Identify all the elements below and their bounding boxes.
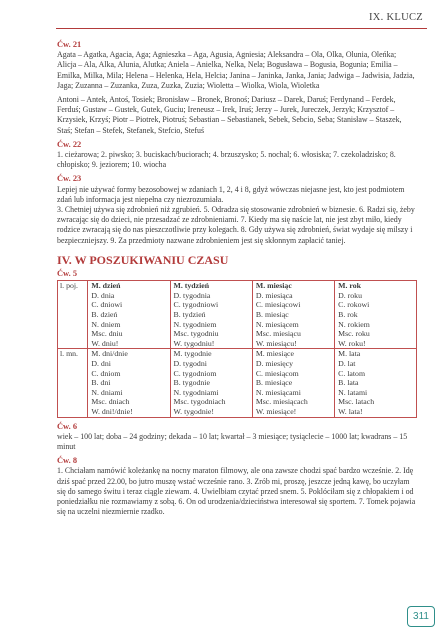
exercise-text: Antoni – Antek, Antoś, Tosiek; Bronisław – Bronek, Bronoś; Dariusz – Darek, Daruś; Ferdynand – Ferdek, Ferduś; Gustaw – Gustek, Gutek, Guciu; Ireneusz – Irek, Iruś; Jerzy – Jurek, Jureczek, Jerzyk; Krzysztof – Krzysiek, Krzyś; Piotr – Piotrek, Piotruś; Sebastian – Sebastianek, Sebek, Sebcio, Seba; Stanisław – Staszek, Staś; Stefan – Stefek, Stefanek, Stefcio, Stefuś <box>57 95 402 135</box>
table-cell <box>252 349 334 417</box>
table-cell <box>170 281 252 349</box>
table-cell <box>88 281 170 349</box>
cell-line: B. lata <box>338 378 359 388</box>
cell-line: M. rok <box>338 281 361 291</box>
cell-line: C. miesiącom <box>255 368 299 378</box>
cell-line: Msc. tygodniach <box>173 397 226 407</box>
exercise-6 <box>57 422 417 453</box>
cell-line: N. latami <box>338 387 368 397</box>
cell-line: D. tygodnia <box>173 290 211 300</box>
exercise-21 <box>57 40 417 136</box>
cell-line: C. tygodniowi <box>173 300 219 310</box>
table-cell <box>88 349 170 417</box>
cell-line: D. dni <box>91 359 111 369</box>
cell-line: B. rok <box>338 310 358 320</box>
exercise-text: Lepiej nie używać formy bezosobowej w zdaniach 1, 2, 4 i 8, gdyż wówczas niejasne jest, kto jest podmiotem zdań lub informacja jest niepełna czy niezrozumiała. <box>57 184 405 204</box>
cell-line: W. tygodnie! <box>173 406 214 416</box>
cell-line: W. tygodniu! <box>173 338 215 348</box>
cell-line: Msc. latach <box>338 397 375 407</box>
exercise-title: Ćw. 21 <box>57 40 82 49</box>
cell-line: C. tygodniom <box>173 368 217 378</box>
exercise-5 <box>57 269 417 418</box>
cell-line: W. roku! <box>338 338 366 348</box>
table-row-plural <box>58 349 417 417</box>
exercise-text: 1. Chciałam namówić koleżankę na nocny maraton filmowy, ale ona zawsze chodzi spać bardzo wcześnie. 2. Idę dziś spać przed 22.00, bo jutro muszę wstać wcześnie rano. 3. Zrób mi, proszę, jeszcze jedną kawę, bo uczyłam się do samego świtu i teraz ciągle ziewam. 4. Uwielbiam czytać przed snem. 5. Poklóciłam się z chłopakiem i od poniedziałku nie rozmawiamy z sobą. 6. On od urodzenia/dzieciństwa interesował się sportem. 7. Tomek pojawia się na uczelni niezmiernie rzadko. <box>57 466 416 517</box>
cell-line: N. tygodniem <box>173 319 217 329</box>
cell-line: C. dniowi <box>91 300 123 310</box>
cell-line: M. lata <box>338 349 361 359</box>
table-cell <box>335 281 417 349</box>
cell-line: Msc. miesiącu <box>255 329 301 339</box>
table-cell <box>170 349 252 417</box>
cell-line: M. dni/dnie <box>91 349 128 359</box>
cell-line: M. dzień <box>91 281 121 291</box>
cell-line: M. tydzień <box>173 281 210 291</box>
cell-line: Msc. dniu <box>91 329 123 339</box>
cell-line: W. lata! <box>338 406 363 416</box>
page-number: 311 <box>407 606 435 627</box>
cell-line: Msc. roku <box>338 329 370 339</box>
cell-line: B. dzień <box>91 310 118 320</box>
exercise-title: Ćw. 23 <box>57 174 82 184</box>
cell-line: N. miesiącem <box>255 319 299 329</box>
exercise-title: Ćw. 5 <box>57 269 78 279</box>
cell-line: D. miesiąca <box>255 290 293 300</box>
chapter-header: IX. KLUCZ <box>368 12 423 23</box>
cell-line: N. miesiącami <box>255 387 301 397</box>
cell-line: M. miesiące <box>255 349 294 359</box>
exercise-title: Ćw. 22 <box>57 139 82 149</box>
cell-line: D. roku <box>338 290 362 300</box>
page-content <box>57 36 417 517</box>
cell-line: W. miesiącu! <box>255 338 297 348</box>
cell-line: B. miesiące <box>255 378 293 388</box>
number-label: l. poj. <box>58 281 88 349</box>
exercise-title: Ćw. 8 <box>57 456 78 466</box>
cell-line: D. tygodni <box>173 359 207 369</box>
cell-line: B. dni <box>91 378 111 388</box>
cell-line: Msc. dniach <box>91 397 130 407</box>
cell-line: D. lat <box>338 359 356 369</box>
cell-line: C. rokowi <box>338 300 370 310</box>
number-label: l. mn. <box>58 349 88 417</box>
cell-line: C. miesiącowi <box>255 300 301 310</box>
section-title: IV. W POSZUKIWANIU CZASU <box>57 252 229 267</box>
cell-line: M. miesiąc <box>255 281 292 291</box>
cell-line: N. dniem <box>91 319 121 329</box>
exercise-text: 1. cieżarowa; 2. piwsko; 3. buciskach/buciorach; 4. brzuszysko; 5. nochal; 6. włosiska; 7. czekoladzisko; 8. chłopisko; 9. jeziorem; 10. wiocha <box>57 150 396 170</box>
cell-line: M. tygodnie <box>173 349 212 359</box>
cell-line: Msc. tygodniu <box>173 329 219 339</box>
cell-line: N. rokiem <box>338 319 370 329</box>
table-row-singular <box>58 281 417 349</box>
table-cell <box>252 281 334 349</box>
exercise-text: Agata – Agatka, Agacia, Aga; Agnieszka – Aga, Agusia, Agniesia; Aleksandra – Ola, Olka, Olunia, Oleńka; Alicja – Ala, Alka, Alunia, Alutka; Aniela – Anielka, Nelka, Nela; Bogusława – Bogusia, Bogunia; Emilia – Emilka, Milka, Mila; Helena – Helenka, Hela, Helcia; Janina – Janinka, Janka, Jania; Jadwiga – Jadwisia, Jadzia, Jaga; Zuzanna – Zuzanka, Zuza, Zuzka, Zuzia; Wioletta – Wiolka, Wiola, Wioletka <box>57 50 415 90</box>
exercise-title: Ćw. 6 <box>57 421 78 431</box>
exercise-22 <box>57 140 417 171</box>
cell-line: C. latom <box>338 368 366 378</box>
table-cell <box>335 349 417 417</box>
cell-line: D. dnia <box>91 290 115 300</box>
cell-line: C. dniom <box>91 368 121 378</box>
exercise-23 <box>57 174 417 245</box>
cell-line: B. tygodnie <box>173 378 210 388</box>
cell-line: W. miesiące! <box>255 406 297 416</box>
exercise-text: wiek – 100 lat; doba – 24 godziny; dekada – 10 lat; kwartał – 3 miesiące; tysiąclecie – 1000 lat; kwadrans – 15 minut <box>57 431 408 451</box>
cell-line: N. dniami <box>91 387 123 397</box>
cell-line: B. miesiąc <box>255 310 289 320</box>
declension-table <box>57 280 417 417</box>
cell-line: N. tygodniami <box>173 387 219 397</box>
exercise-text: 3. Chetniej używa się zdrobnień niż zgrubień. 5. Odradza się stosowanie zdrobnień w biznesie. 6. Radzi się, żeby zwracając się do dzieci, nie przesadzać ze zdrobnieniami. 7. Kiedy ma się naście lat, nie jest zbyt miło, kiedy rodzice zwracają się do nas pieszczotliwie przy kolegach. 8. Gdy używa się zdrobnień, świat wydaje się milszy i bezpieczniejszy. 9. Za przedmioty nazwane zdrobnieniem jest się skłonnym zapłacić taniej. <box>57 205 415 245</box>
exercise-8 <box>57 456 417 517</box>
cell-line: W. dni!/dnie! <box>91 406 133 416</box>
header-rule <box>56 28 427 29</box>
cell-line: D. miesięcy <box>255 359 294 369</box>
cell-line: W. dniu! <box>91 338 119 348</box>
cell-line: Msc. miesiącach <box>255 397 308 407</box>
cell-line: B. tydzień <box>173 310 206 320</box>
